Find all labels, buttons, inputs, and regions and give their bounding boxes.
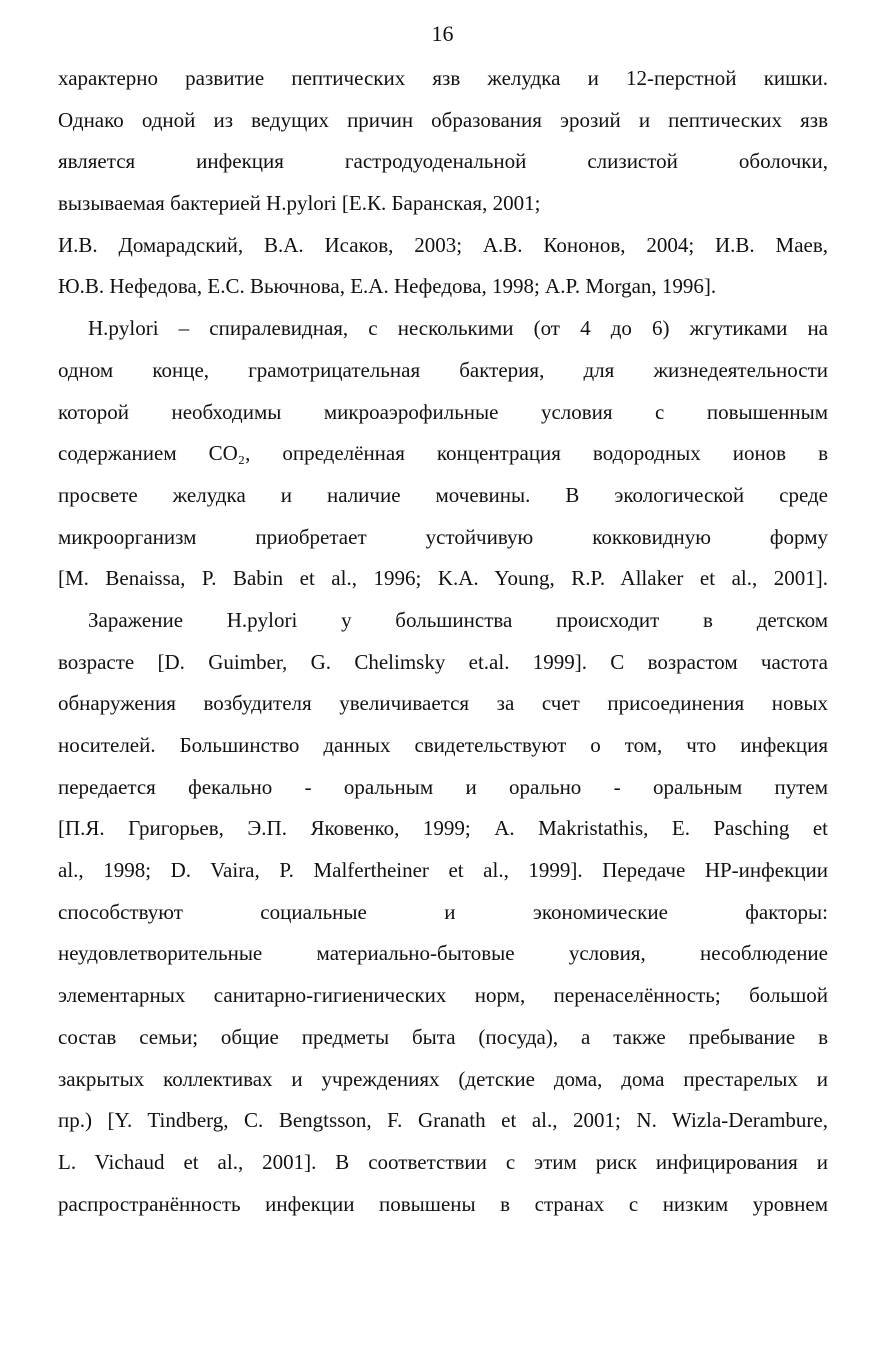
text-line: пр.) [Y. Tindberg, C. Bengtsson, F. Granath et al., 2001; N. Wizla-Derambure, bbox=[58, 1108, 828, 1133]
page-number: 16 bbox=[431, 21, 454, 46]
text-line: Однако одной из ведущих причин образования эрозий и пептических язв bbox=[58, 107, 828, 132]
text-line: И.В. Домарадский, В.А. Исаков, 2003; А.В. Кононов, 2004; И.В. Маев, bbox=[58, 232, 828, 257]
text-line: [П.Я. Григорьев, Э.П. Яковенко, 1999; A. Makristathis, E. Pasching et bbox=[58, 816, 828, 841]
text-line: неудовлетворительные материально-бытовые условия, несоблюдение bbox=[58, 941, 828, 966]
text-line: al., 1998; D. Vaira, P. Malfertheiner et al., 1999]. Передаче HP-инфекции bbox=[58, 858, 828, 883]
text-line: состав семьи; общие предметы быта (посуда), а также пребывание в bbox=[58, 1024, 828, 1049]
text-line: закрытых коллективах и учреждениях (детские дома, дома престарелых и bbox=[58, 1066, 828, 1091]
text-line: [M. Benaissa, P. Babin et al., 1996; K.A. Young, R.P. Allaker et al., 2001]. bbox=[58, 566, 828, 591]
text-line: характерно развитие пептических язв желудка и 12-перстной кишки. bbox=[58, 66, 828, 90]
text-line: одном конце, грамотрицательная бактерия, для жизнедеятельности bbox=[58, 357, 828, 382]
text-line: L. Vichaud et al., 2001]. В соответствии с этим риск инфицирования и bbox=[58, 1149, 828, 1174]
text-line: способствуют социальные и экономические факторы: bbox=[58, 899, 828, 924]
text-line: передается фекально - оральным и орально - оральным путем bbox=[58, 774, 828, 799]
text-line: носителей. Большинство данных свидетельствуют о том, что инфекция bbox=[58, 733, 828, 757]
text-line: возрасте [D. Guimber, G. Chelimsky et.al. 1999]. С возрастом частота bbox=[58, 649, 828, 674]
text-line: просвете желудка и наличие мочевины. В экологической среде bbox=[58, 482, 828, 507]
text-line: обнаружения возбудителя увеличивается за счет присоединения новых bbox=[58, 691, 828, 716]
text-line: микроорганизм приобретает устойчивую кокковидную форму bbox=[58, 524, 828, 549]
text-line: элементарных санитарно-гигиенических норм, перенаселённость; большой bbox=[58, 983, 828, 1008]
body-text bbox=[58, 58, 828, 1225]
text-line: которой необходимы микроаэрофильные условия с повышенным bbox=[58, 399, 828, 424]
text-line: распространённость инфекции повышены в странах с низким уровнем bbox=[58, 1191, 828, 1216]
text-line: содержанием CO₂, определённая концентрация водородных ионов в bbox=[58, 441, 828, 466]
text-line: вызываемая бактерией H.pylori [Е.К. Баранская, 2001; bbox=[58, 191, 541, 216]
text-line: Заражение H.pylori у большинства происходит в детском bbox=[88, 607, 828, 632]
text-line: является инфекция гастродуоденальной слизистой оболочки, bbox=[58, 149, 828, 174]
text-line: Ю.В. Нефедова, Е.С. Вьючнова, Е.А. Нефедова, 1998; A.P. Morgan, 1996]. bbox=[58, 274, 717, 299]
text-line: H.pylori – спиралевидная, с несколькими (от 4 до 6) жгутиками на bbox=[88, 316, 828, 341]
